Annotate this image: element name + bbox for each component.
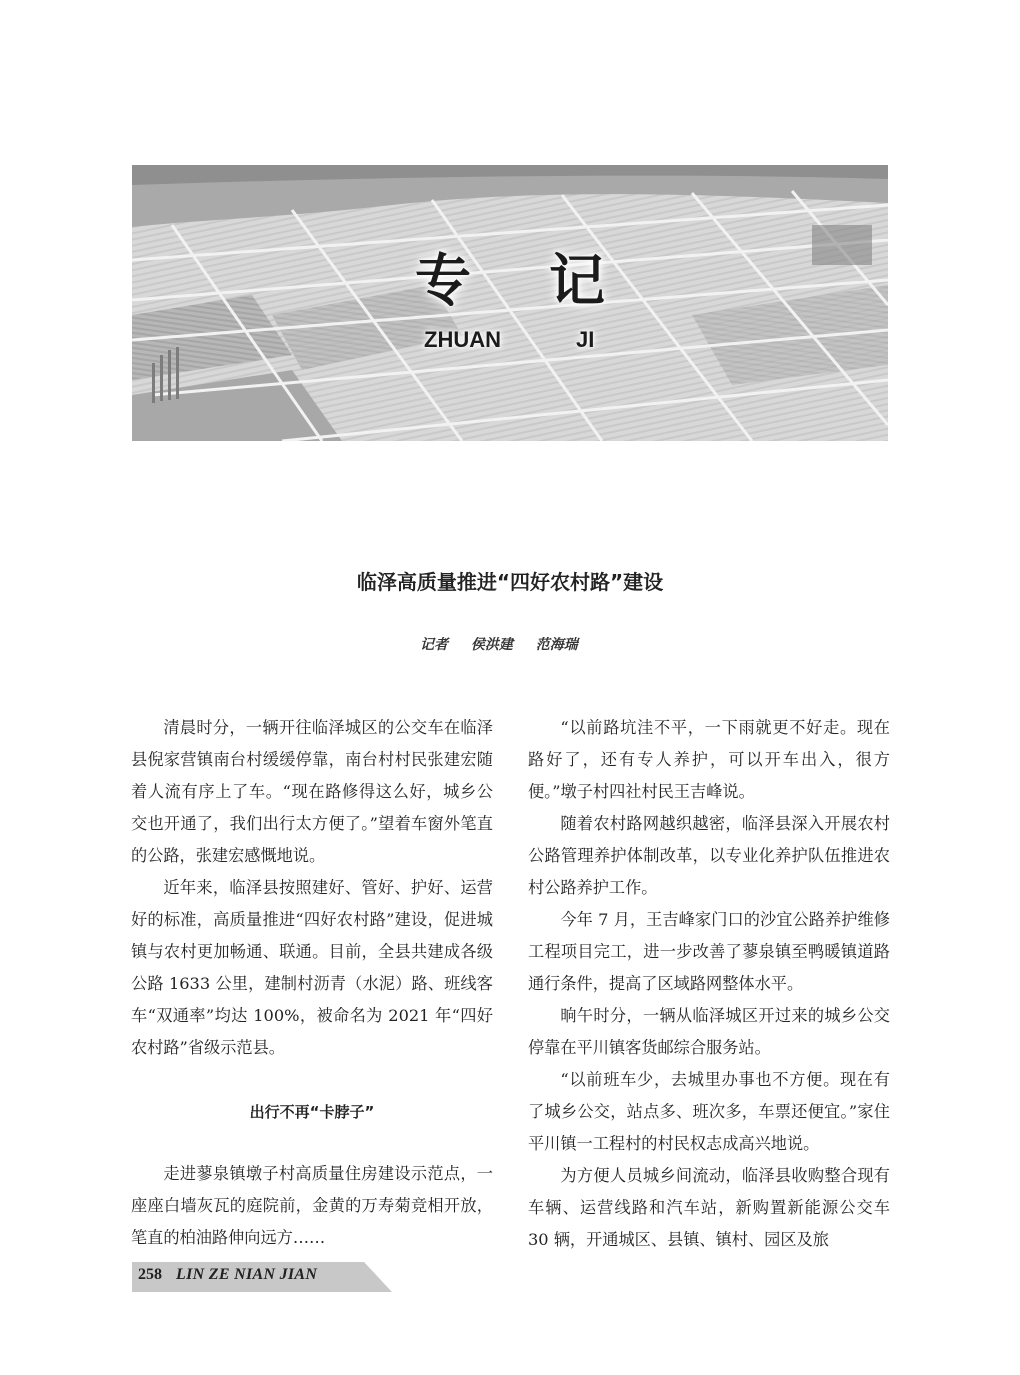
header-banner: [132, 165, 888, 441]
section-roman-left: ZHUAN: [424, 327, 501, 352]
paragraph: 清晨时分，一辆开往临泽城区的公交车在临泽县倪家营镇南台村缓缓停靠，南台村村民张建宏随着人流有序上了车。“现在路修得这么好，城乡公交也开通了，我们出行太方便了。”望着车窗外笔直的公路，张建宏感慨地说。: [131, 718, 493, 865]
left-column: [131, 712, 493, 1254]
paragraph: 为方便人员城乡间流动，临泽县收购整合现有车辆、运营线路和汽车站，新购置新能源公交车 30 辆，开通城区、县镇、镇村、园区及旅: [528, 1166, 890, 1249]
article-title: 临泽高质量推进“四好农村路”建设: [356, 570, 664, 594]
paragraph: 近年来，临泽县按照建好、管好、护好、运营好的标准，高质量推进“四好农村路”建设，促进城镇与农村更加畅通、联通。目前，全县共建成各级公路 1633 公里，建制村沥青（水泥）路、班线客车“双通率”均达 100%，被命名为 2021 年“四好农村路”省级示范县。: [131, 878, 493, 1057]
subheading: 出行不再“卡脖子”: [249, 1103, 375, 1121]
page-footer: [132, 1262, 392, 1292]
paragraph: 走进蓼泉镇墩子村高质量住房建设示范点，一座座白墙灰瓦的庭院前，金黄的万寿菊竞相开放，笔直的柏油路伸向远方……: [131, 1164, 493, 1247]
paragraph: 随着农村路网越织越密，临泽县深入开展农村公路管理养护体制改革，以专业化养护队伍推进农村公路养护工作。: [528, 814, 890, 897]
byline-author-2: 范海瑞: [535, 637, 578, 653]
paragraph: “以前路坑洼不平，一下雨就更不好走。现在路好了，还有专人养护，可以开车出入，很方便。”墩子村四社村民王吉峰说。: [528, 718, 890, 801]
page-number: 258: [138, 1266, 162, 1283]
section-title: 专记: [415, 249, 683, 314]
paragraph: 今年 7 月，王吉峰家门口的沙宜公路养护维修工程项目完工，进一步改善了蓼泉镇至鸭暖镇道路通行条件，提高了区域路网整体水平。: [528, 910, 890, 993]
magazine-name: LIN ZE NIAN JIAN: [176, 1266, 318, 1283]
section-roman-right: JI: [576, 327, 595, 352]
byline: [420, 634, 594, 654]
right-column: [528, 712, 890, 1256]
paragraph: “以前班车少，去城里办事也不方便。现在有了城乡公交，站点多、班次多，车票还便宜。”家住平川镇一工程村的村民权志成高兴地说。: [528, 1070, 890, 1153]
paragraph: 晌午时分，一辆从临泽城区开过来的城乡公交停靠在平川镇客货邮综合服务站。: [528, 1006, 890, 1057]
byline-author-1: 侯洪建: [470, 637, 513, 653]
byline-role: 记者: [420, 637, 448, 653]
